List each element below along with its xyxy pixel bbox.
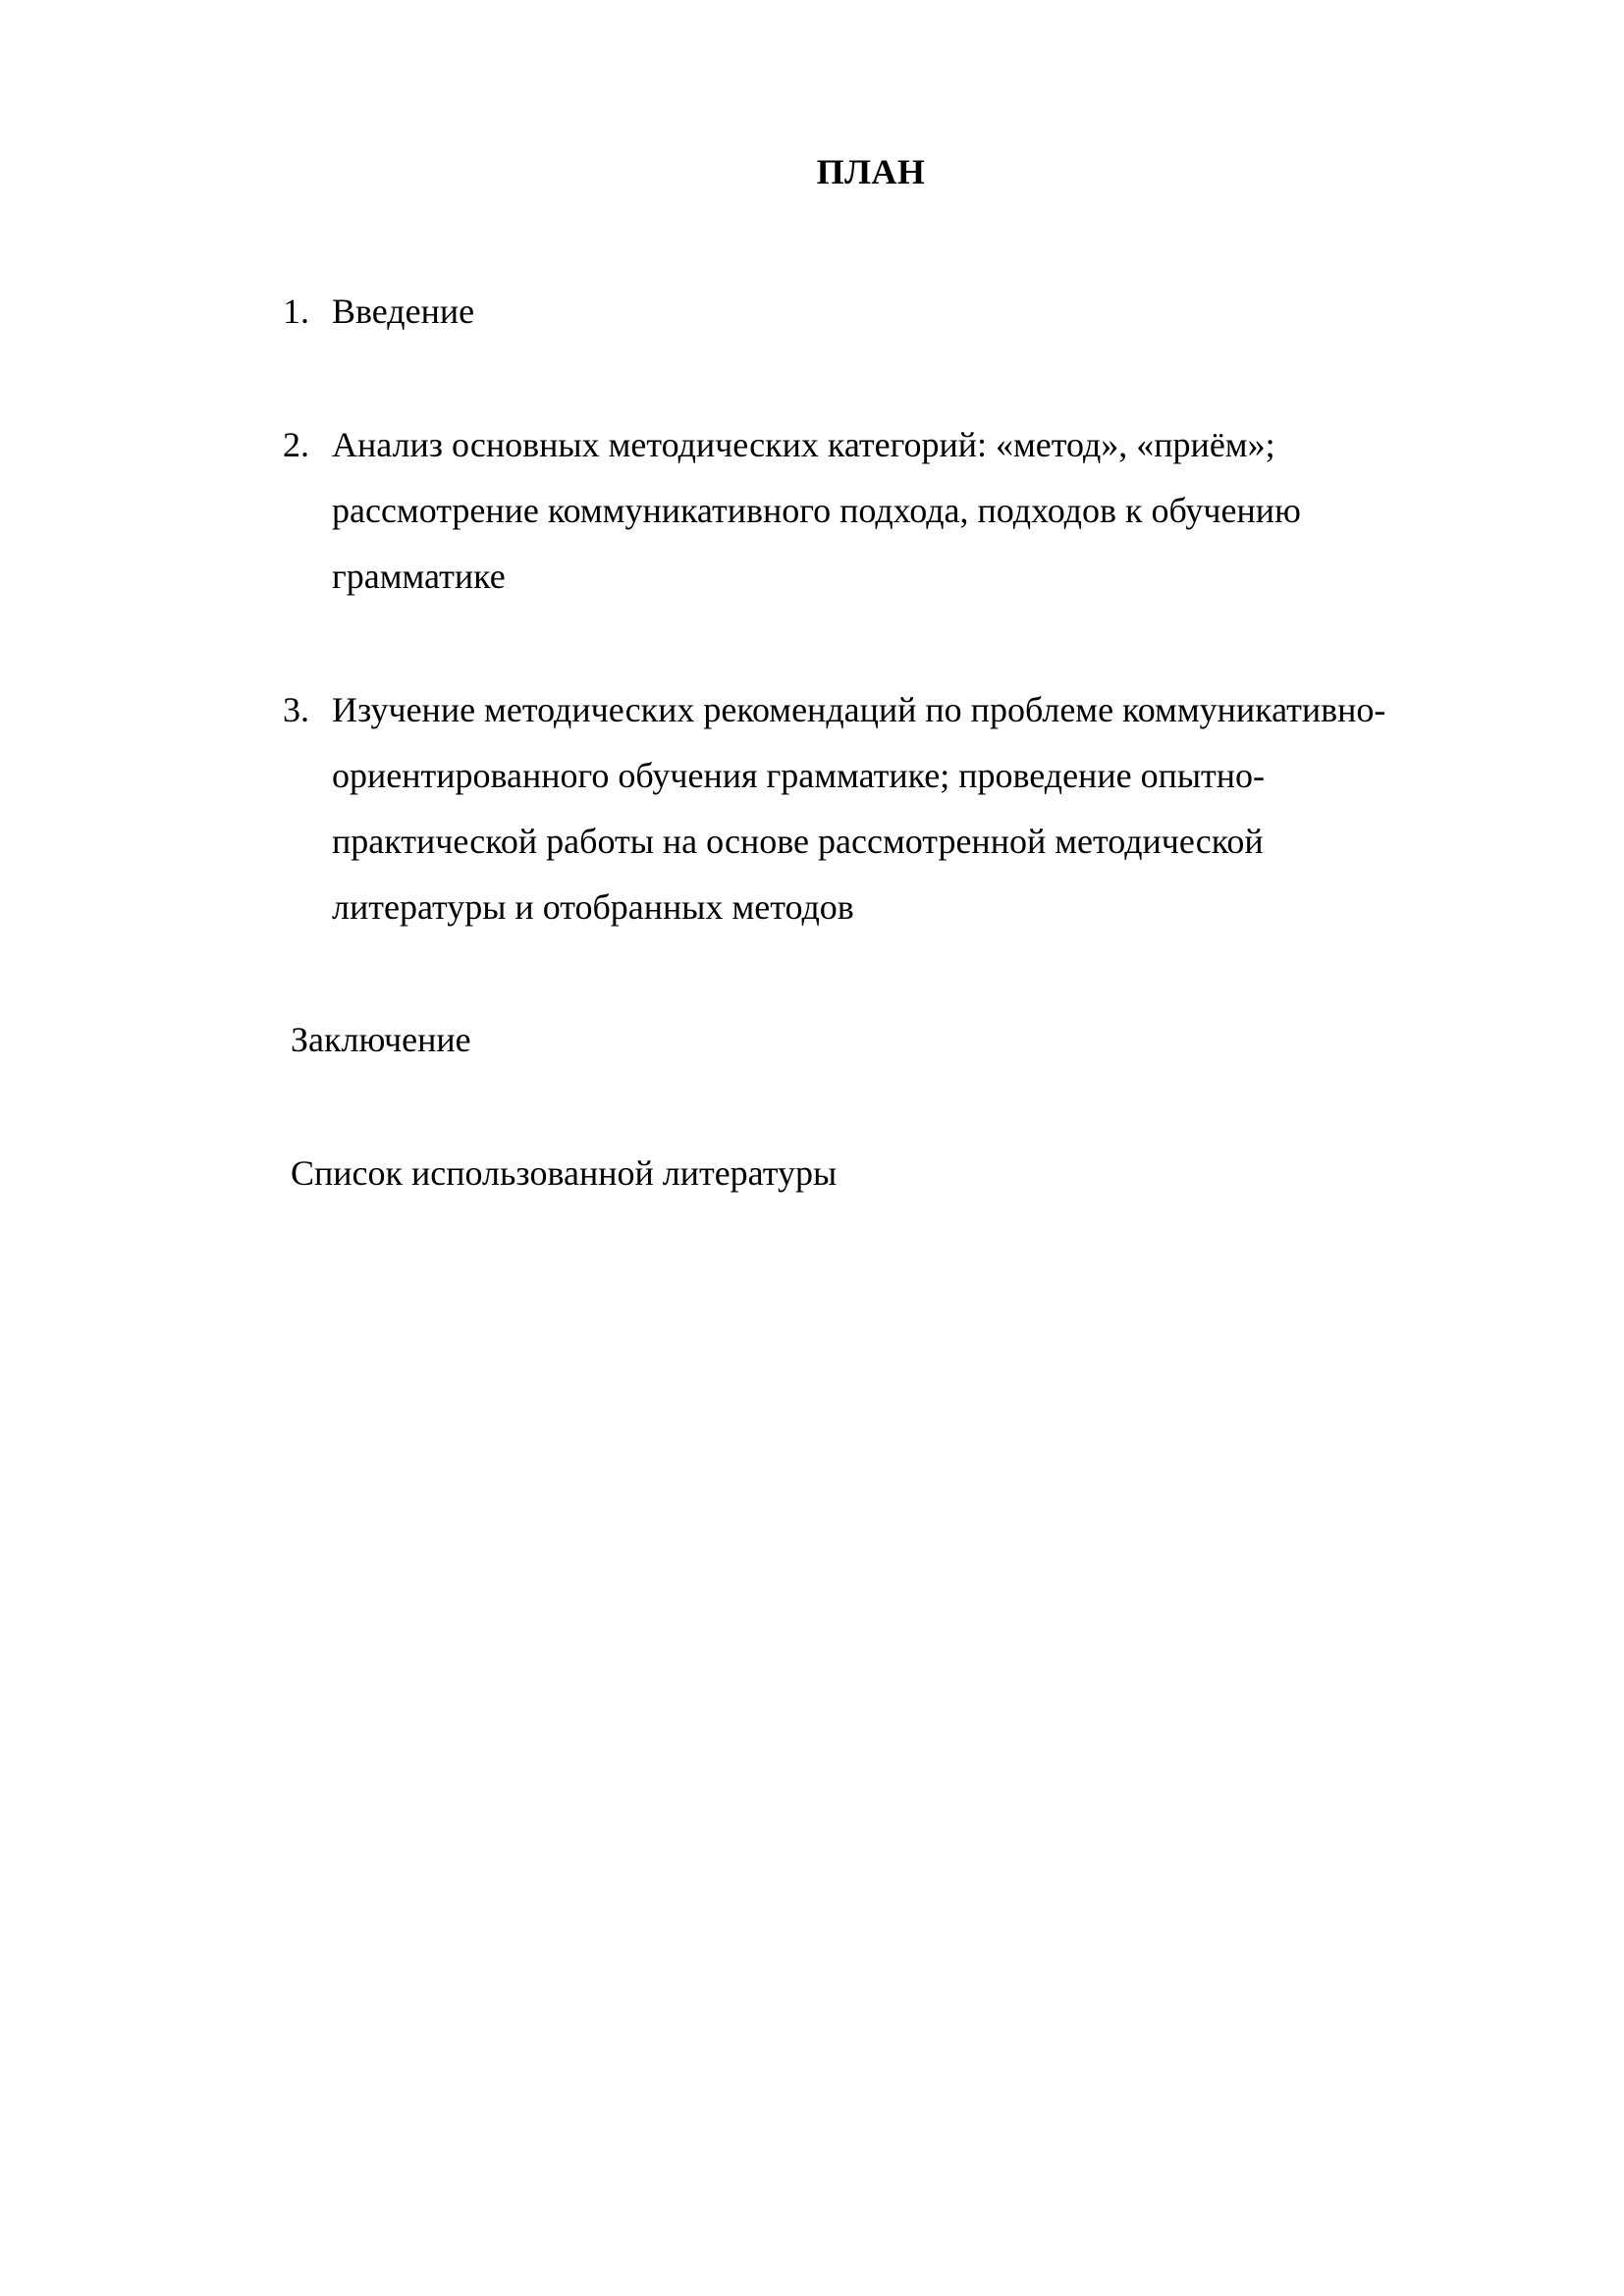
page-title: ПЛАН <box>816 152 926 191</box>
list-item-text-line: ориентированного обучения грамматике; проведение опытно- <box>332 756 1266 795</box>
list-item <box>283 412 1510 610</box>
list-item-number: 2. <box>283 425 309 464</box>
list-item-text-line: Анализ основных методических категорий: «метод», «приём»; <box>332 425 1275 464</box>
list-item-number: 1. <box>283 292 309 331</box>
list-item-text-line: практической работы на основе рассмотренной методической <box>332 822 1264 861</box>
list-item-text-line: Изучение методических рекомендаций по проблеме коммуникативно- <box>332 690 1386 729</box>
list-item <box>283 677 1510 940</box>
list-item-text-line: литературы и отобранных методов <box>332 887 854 927</box>
list-item-text-line: Введение <box>332 292 475 331</box>
references-heading: Список использованной литературы <box>291 1153 838 1193</box>
list-item-text-line: грамматике <box>332 557 506 596</box>
conclusion-heading: Заключение <box>291 1020 471 1059</box>
list-item-number: 3. <box>283 690 309 729</box>
list-item <box>283 279 1510 345</box>
list-item-text-line: рассмотрение коммуникативного подхода, подходов к обучению <box>332 491 1301 530</box>
